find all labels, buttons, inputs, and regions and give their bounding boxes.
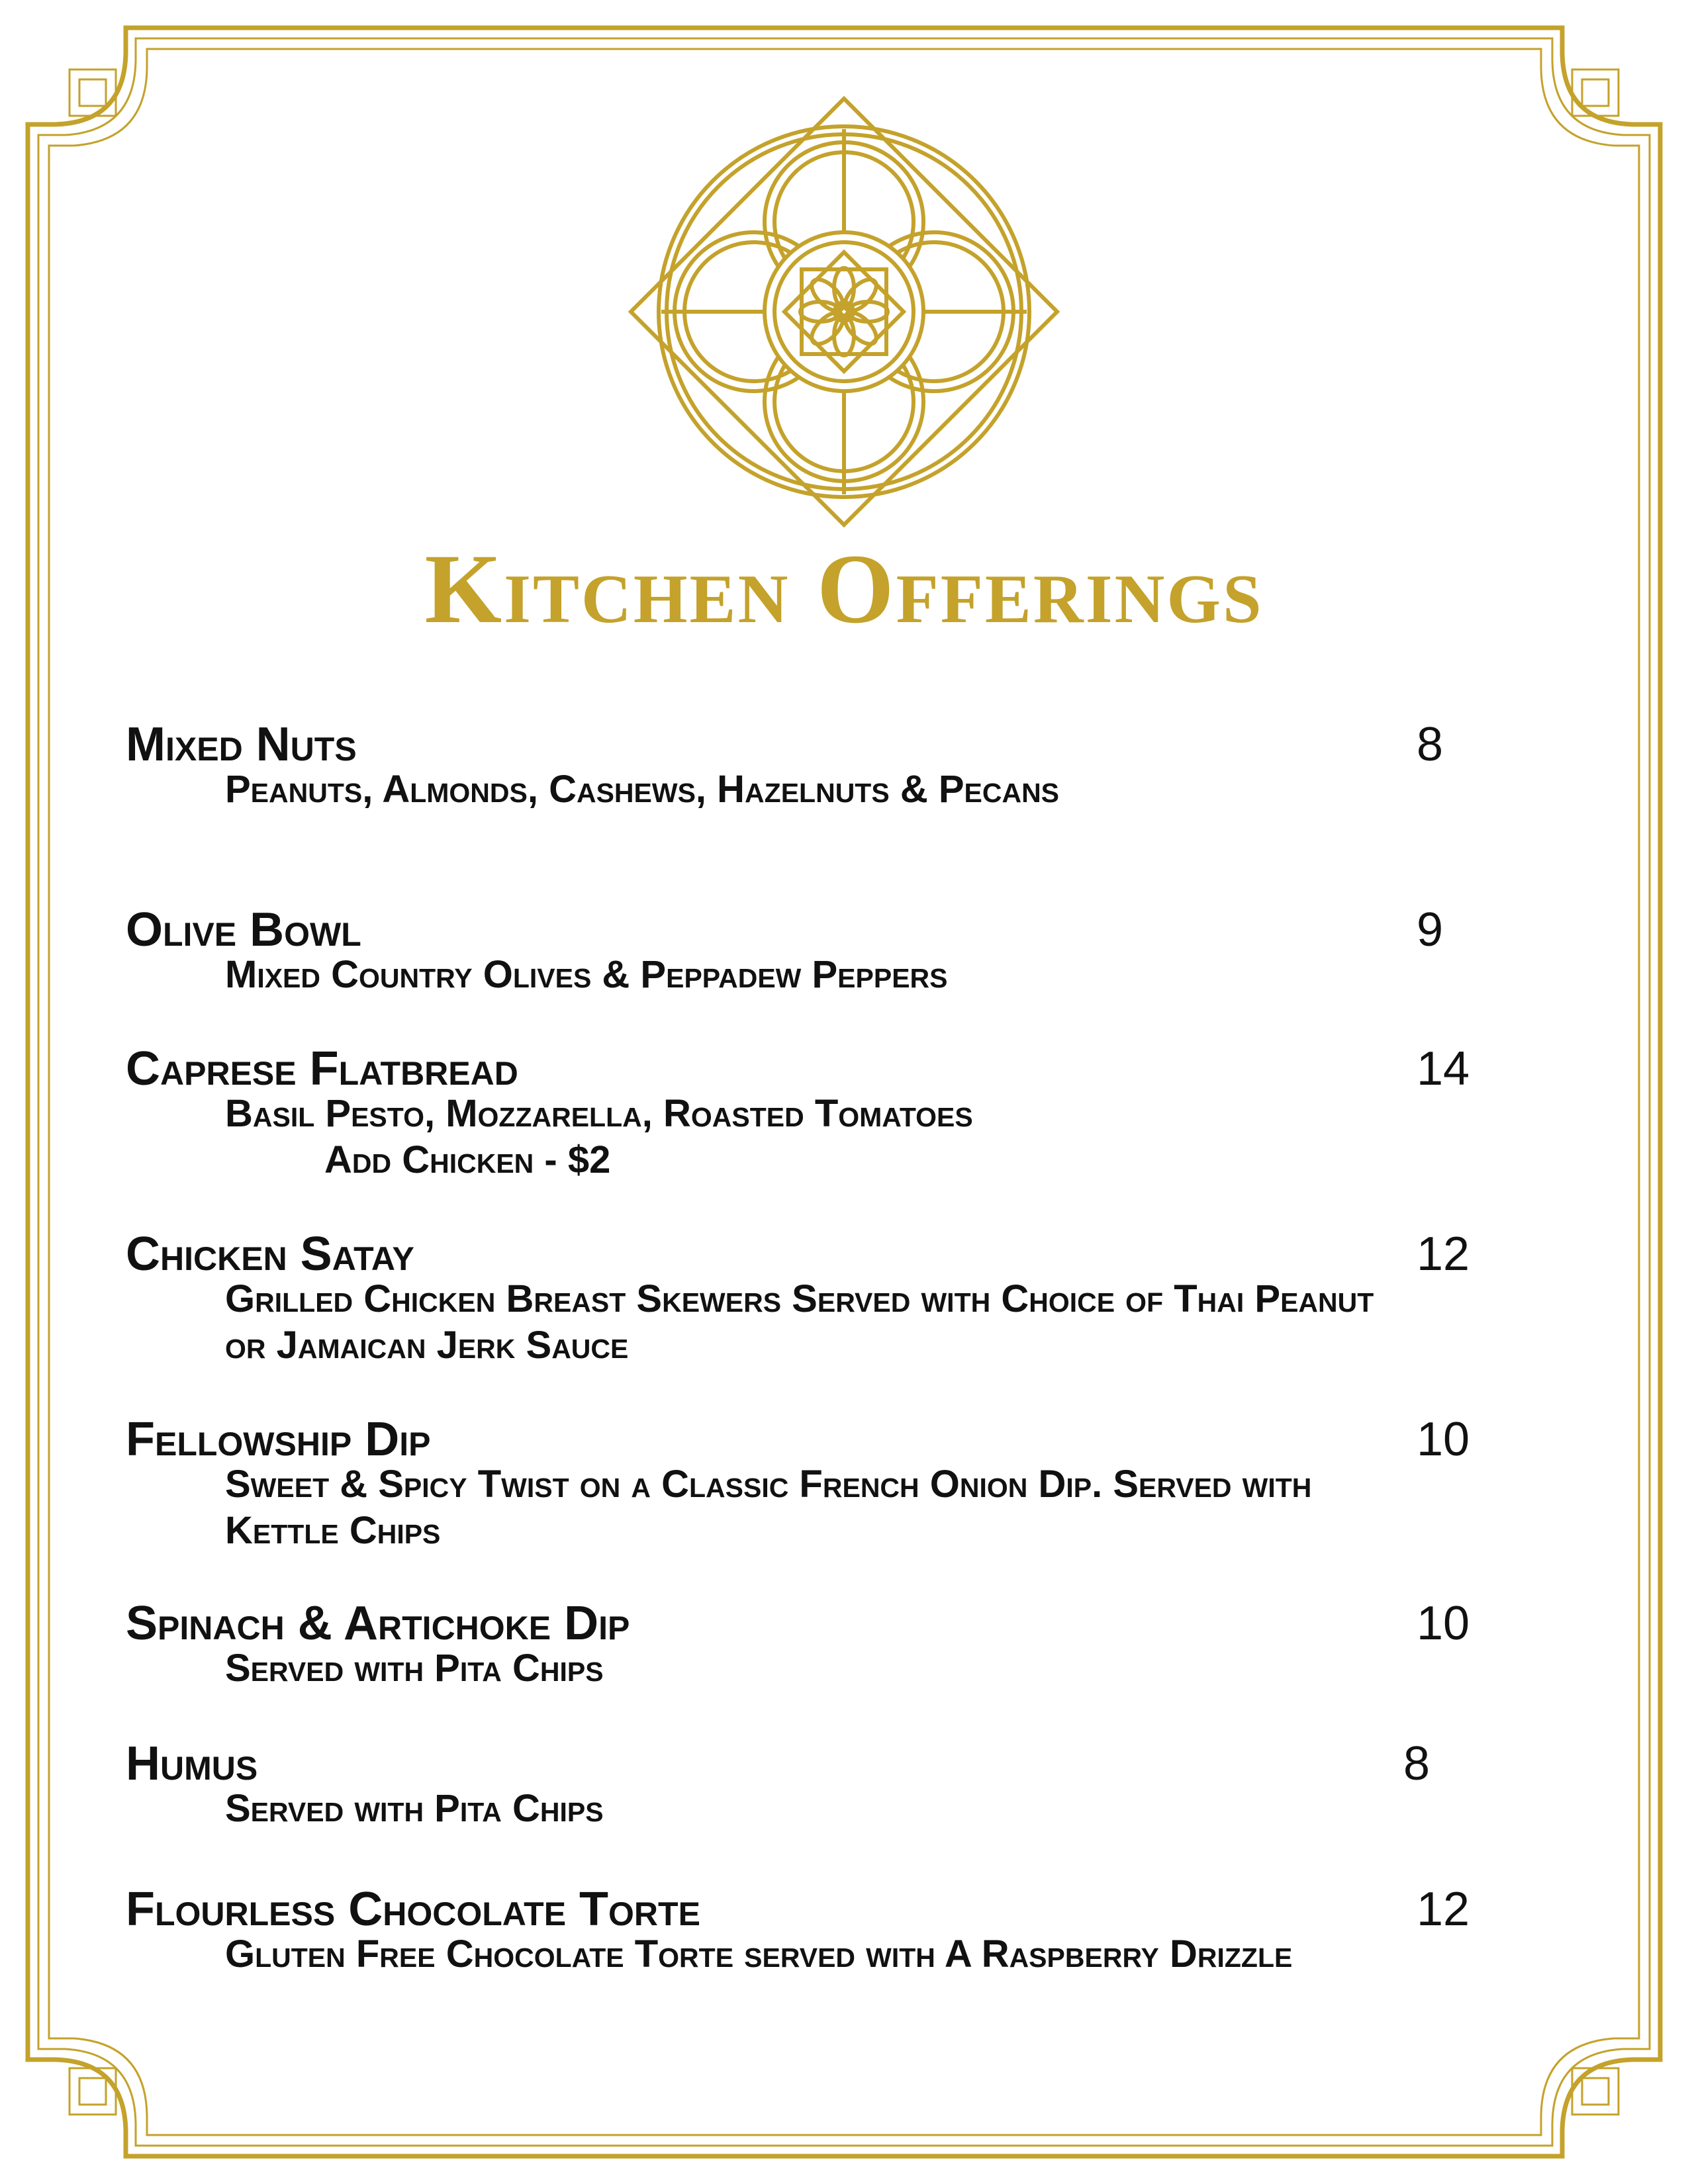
menu-item-addon: Add Chicken - $2 (324, 1138, 611, 1181)
menu-item-name: Flourless Chocolate Torte (126, 1883, 700, 1936)
menu-item-description: Served with Pita Chips (225, 1647, 604, 1690)
menu-item-description: Gluten Free Chocolate Torte served with A Raspberry Drizzle (225, 1933, 1293, 1976)
menu-item-name: Mixed Nuts (126, 718, 357, 771)
menu-item-description: Basil Pesto, Mozzarella, Roasted Tomatoes (225, 1092, 973, 1135)
menu-item-price: 12 (1417, 1883, 1470, 1936)
menu-item-name: Humus (126, 1737, 258, 1790)
menu-item-name: Olive Bowl (126, 903, 361, 956)
menu-item-name: Caprese Flatbread (126, 1042, 518, 1095)
menu-item-price: 9 (1417, 903, 1444, 956)
menu-item-name: Chicken Satay (126, 1228, 414, 1281)
menu-item-price: 10 (1417, 1597, 1470, 1650)
menu-item-description: Sweet & Spicy Twist on a Classic French Onion Dip. Served with Kettle Chips (225, 1463, 1312, 1552)
menu-item-price: 10 (1417, 1413, 1470, 1466)
menu-item-description: Peanuts, Almonds, Cashews, Hazelnuts & Pecans (225, 768, 1060, 811)
menu-item-price: 14 (1417, 1042, 1470, 1095)
menu-item-price: 8 (1403, 1737, 1430, 1790)
menu-item-name: Fellowship Dip (126, 1413, 431, 1466)
menu-item-description: Mixed Country Olives & Peppadew Peppers (225, 953, 948, 996)
menu-item-name: Spinach & Artichoke Dip (126, 1597, 630, 1650)
menu-item-description: Served with Pita Chips (225, 1787, 604, 1830)
page-title: Kitchen Offerings (424, 534, 1264, 644)
menu-item-description: Grilled Chicken Breast Skewers Served with Choice of Thai Peanut or Jamaican Jerk Sauce (225, 1277, 1374, 1367)
menu-item-price: 8 (1417, 718, 1444, 771)
menu-item-price: 12 (1417, 1228, 1470, 1281)
